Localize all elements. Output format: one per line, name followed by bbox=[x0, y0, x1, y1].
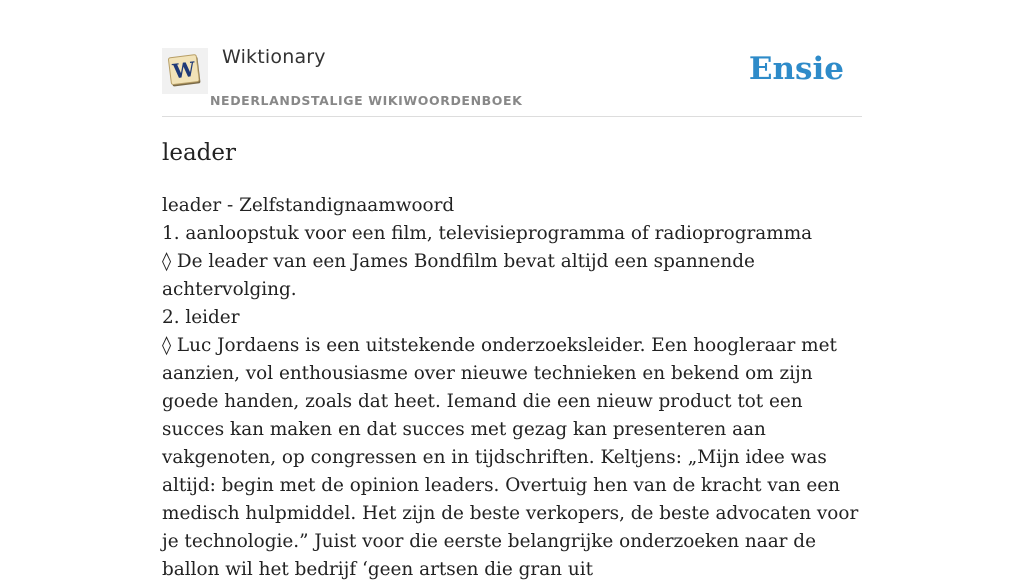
sense-2: 2. leider bbox=[162, 307, 240, 328]
ensie-brand-link[interactable]: Ensie bbox=[748, 51, 844, 87]
entry-content bbox=[162, 192, 866, 584]
site-title-link[interactable]: Wiktionary bbox=[222, 46, 326, 68]
sense-1: 1. aanloopstuk voor een film, televisieprogramma of radioprogramma bbox=[162, 223, 813, 244]
part-of-speech-line: leader - Zelfstandignaamwoord bbox=[162, 195, 455, 216]
site-header bbox=[162, 40, 862, 117]
page-title: leader bbox=[162, 140, 237, 166]
wiktionary-logo-icon[interactable] bbox=[162, 48, 208, 94]
site-subtitle: NEDERLANDSTALIGE WIKIWOORDENBOEK bbox=[210, 93, 523, 108]
example-1: ◊ De leader van een James Bondfilm bevat altijd een spannende achtervolging. bbox=[162, 251, 755, 300]
example-2: ◊ Luc Jordaens is een uitstekende onderzoeksleider. Een hoogleraar met aanzien, vol enthousiasme over nieuwe technieken en bekend om zijn goede handen, zoals dat heet. Iemand die een nieuw product tot een succes kan maken en dat succes met gezag kan presenteren aan vakgenoten, op congressen en in tijdschriften. Keltjens: „Mijn idee was altijd: begin met de opinion leaders. Overtuig hen van de kracht van een medisch hulpmiddel. Het zijn de beste verkopers, de beste advocaten voor je technologie.” Juist voor die eerste belangrijke onderzoeken naar de ballon wil het bedrijf ‘geen artsen die gran uit bbox=[162, 335, 859, 580]
logo-letter: W bbox=[171, 56, 197, 84]
